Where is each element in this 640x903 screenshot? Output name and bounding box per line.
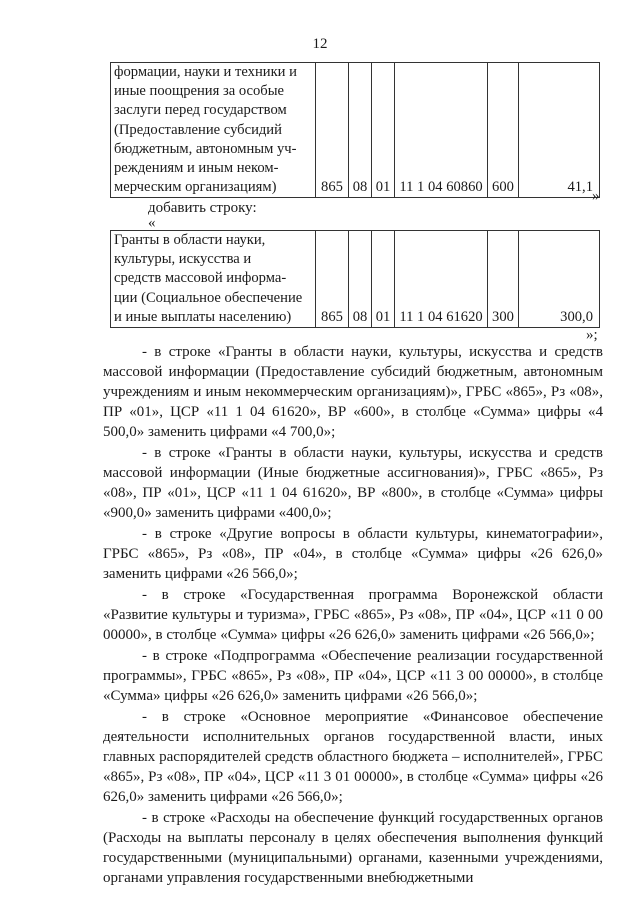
row-name-cell [111, 231, 316, 328]
row-name-line: Гранты в области науки, [114, 232, 266, 248]
amendment-paragraph: - в строке «Подпрограмма «Обеспечение реализации государственной программы», ГРБС «865», Рз «08», ПР «04», ЦСР «11 3 00 00000», в столбце «Сумма» цифры «26 626,0» заменить цифрами «26 566,0»; [103, 648, 603, 704]
amendment-paragraph: - в строке «Другие вопросы в области культуры, кинематографии», ГРБС «865», Рз «08», ПР «04», в столбце «Сумма» цифры «26 626,0» заменить цифрами «26 566,0»; [103, 526, 603, 582]
vr-cell: 600 [488, 63, 519, 198]
row-name-cell [111, 63, 316, 198]
amendment-paragraph: - в строке «Гранты в области науки, культуры, искусства и средств массовой информации (Предоставление субсидий бюджетным, автономным учреждениям и иным некоммерческим организациям)», ГРБС «865», Рз «08», ПР «01», ЦСР «11 1 04 61620», ВР «600», в столбце «Сумма» цифры «4 500,0» заменить цифрами «4 700,0»; [103, 344, 603, 440]
sum-cell: 41,1 [519, 63, 600, 198]
row-name-line: мерческим организациям) [114, 179, 277, 196]
amendment-paragraph: - в строке «Основное мероприятие «Финансовое обеспечение деятельности исполнительных органов государственной власти, иных главных распорядителей средств областного бюджета – исполнителей», ГРБС «865», Рз «08», ПР «04», ЦСР «11 3 01 00000», в столбце «Сумма» цифры «26 626,0» заменить цифрами «26 566,0»; [103, 709, 603, 805]
budget-table-row-2 [110, 230, 600, 328]
row-name-line: и иные выплаты населению) [114, 308, 292, 325]
sum-cell: 300,0 [519, 231, 600, 328]
row-name-line: бюджетным, автономным уч- [114, 140, 297, 157]
pr-cell: 01 [372, 63, 395, 198]
amendment-text [103, 342, 603, 889]
row-name-line: формации, науки и техники и [114, 64, 297, 80]
row-name-line: средств массовой информа- [114, 270, 287, 287]
rz-cell: 08 [349, 231, 372, 328]
grbs-cell: 865 [316, 63, 349, 198]
closing-quote-semicolon: »; [586, 327, 598, 343]
rz-cell: 08 [349, 63, 372, 198]
table-row [111, 231, 600, 328]
row-name-line: заслуги перед государством [114, 102, 287, 119]
grbs-cell: 865 [316, 231, 349, 328]
row-name-line: (Предоставление субсидий [114, 121, 282, 138]
row-name-line: иные поощрения за особые [114, 83, 284, 100]
add-row-label: добавить строку: [148, 200, 257, 216]
budget-table-row-1 [110, 62, 600, 198]
vr-cell: 300 [488, 231, 519, 328]
amendment-paragraph: - в строке «Расходы на обеспечение функций государственных органов (Расходы на выплаты персоналу в целях обеспечения выполнения функций государственными (муниципальными) органами, казенными учреждениями, органами управления государственными внебюджетными [103, 810, 603, 886]
page-number: 12 [312, 36, 328, 52]
amendment-paragraph: - в строке «Государственная программа Воронежской области «Развитие культуры и туризма», ГРБС «865», Рз «08», ПР «04», ЦСР «11 0 00 00000», в столбце «Сумма» цифры «26 626,0» заменить цифрами «26 566,0»; [103, 587, 603, 643]
amendment-paragraph: - в строке «Гранты в области науки, культуры, искусства и средств массовой информации (Иные бюджетные ассигнования)», ГРБС «865», Рз «08», ПР «01», ЦСР «11 1 04 61620», ВР «800», в столбце «Сумма» цифры «900,0» заменить цифрами «400,0»; [103, 445, 603, 521]
row-name-line: культуры, искусства и [114, 251, 252, 268]
closing-quote: » [592, 188, 600, 204]
row-name-line: ции (Социальное обеспечение [114, 289, 303, 306]
csr-cell: 11 1 04 61620 [395, 231, 488, 328]
table-row [111, 63, 600, 198]
pr-cell: 01 [372, 231, 395, 328]
opening-quote: « [148, 215, 156, 231]
csr-cell: 11 1 04 60860 [395, 63, 488, 198]
row-name-line: реждениям и иным неком- [114, 160, 279, 177]
